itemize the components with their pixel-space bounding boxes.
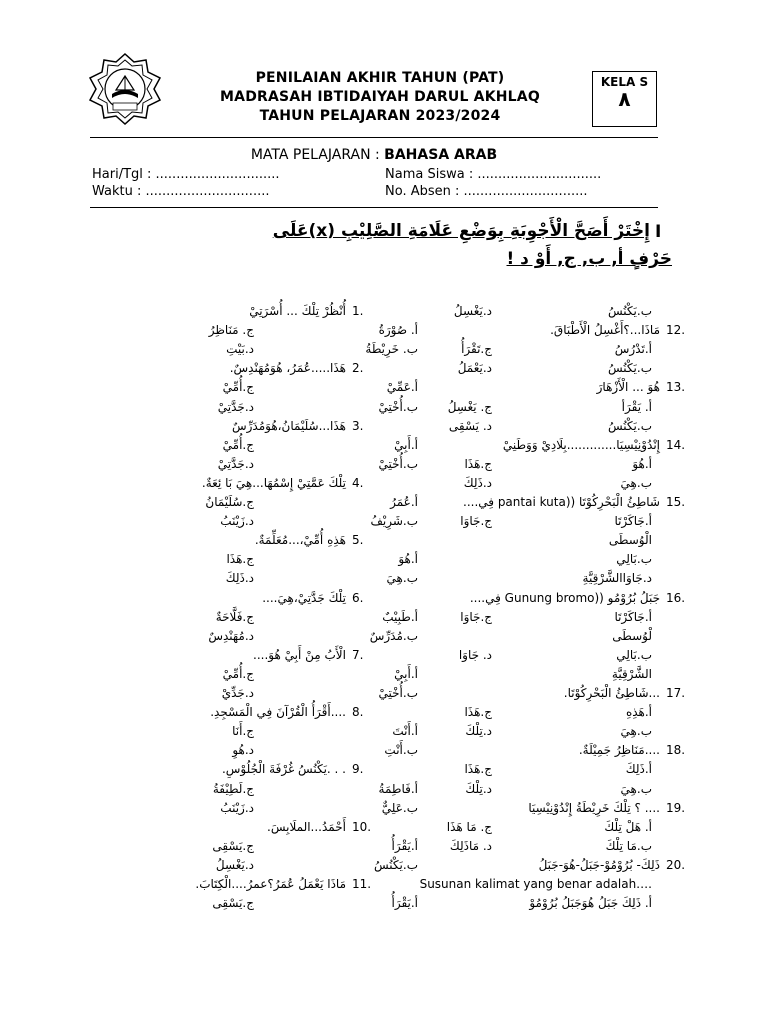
question-number: 18. xyxy=(666,743,686,757)
answer-option: د.يَغْسِلُ xyxy=(453,304,492,318)
answer-option: أ.طَبِيْبٌ xyxy=(382,610,418,624)
answer-option: أ.أَبِيْ xyxy=(394,438,418,452)
answer-option: ج.يَسْقِى xyxy=(212,839,254,853)
subject-value: BAHASA ARAB xyxy=(384,147,498,163)
question-number: 1. xyxy=(352,304,364,318)
answer-option: أ.عُمَرُ xyxy=(390,495,418,509)
question-text: ذَلِكَ- بُرُوْمُوْ-جَبَلُ-هُوَ-جَبَلُ xyxy=(538,858,660,872)
question-text: مَاذَا...؟أَغْسِلُ الْأَطْبَاقَ. xyxy=(550,323,660,337)
answer-option: د. مَاذَلِكَ xyxy=(449,839,492,853)
question-number: 20. xyxy=(666,858,686,872)
question-text: ....مَنَاظِرُ جَمِيْلَةٌ. xyxy=(578,743,660,757)
answer-option: لْوُسطَى xyxy=(612,629,652,643)
answer-option: ب.هِيَ xyxy=(620,476,652,490)
answer-option: د.زَيْنَبُ xyxy=(220,801,254,815)
question-text: هُوَ ... الْأَزْهَارَ xyxy=(596,380,660,394)
answer-option: أ.ذَلِكَ xyxy=(625,762,652,776)
answer-option: ب.بَالِي xyxy=(616,552,652,566)
answer-option: د.تِلْكَ xyxy=(465,782,492,796)
answer-option: ب.هِيَ xyxy=(620,782,652,796)
answer-option: أ.جَاكَرْتَا xyxy=(614,514,652,528)
answer-option: أ.عَمِّيْ xyxy=(386,380,418,394)
answer-option: د.جَدَّتِيْ xyxy=(217,457,254,471)
kelas-label: KELA S xyxy=(600,75,649,89)
question-text: هَذِهِ أُمِّيْ،...مُعَلِّمَةٌ. xyxy=(254,533,346,547)
question-number: 10. xyxy=(352,820,372,834)
answer-option: أ.هَذِهِ xyxy=(625,705,652,719)
kelas-box xyxy=(592,71,657,127)
question-text: .... ؟ تِلْكَ خَرِيْطَةُ إِنْدُوْنِيْسِيَا xyxy=(528,801,660,815)
answer-option: ج.تَقْرَأُ xyxy=(461,342,492,356)
header-line-2: MADRASAH IBTIDAIYAH DARUL AKHLAQ xyxy=(220,89,540,105)
answer-option: ب.مَا تِلْكَ xyxy=(605,839,652,853)
answer-option: ج.سُلَيْمَانُ xyxy=(205,495,254,509)
answer-option: د.مُهَنْدِسٌ xyxy=(208,629,254,643)
answer-option: ج.هَذَا xyxy=(226,552,254,566)
answer-option: أ.هُوَ xyxy=(398,552,418,566)
answer-option: ج.أَنَا xyxy=(232,724,254,738)
answer-option: ب.أُخْتِيْ xyxy=(378,686,418,700)
answer-option: ج.هَذَا xyxy=(464,705,492,719)
question-text: . . .يَكْنُسُ غُرْفَةَ الْجُلُوْسِ. xyxy=(221,762,346,776)
answer-option: Susunan kalimat yang benar adalah…. xyxy=(419,877,652,891)
answer-option: ب.أُخْتِيْ xyxy=(378,457,418,471)
answer-option: د.ذَلِكَ xyxy=(463,476,492,490)
answer-option: الْوُسطَى xyxy=(608,533,652,547)
field-hari: Hari/Tgl : .............................. xyxy=(92,167,280,182)
answer-option: د.زَيْنَبُ xyxy=(220,514,254,528)
question-text: تِلْكَ جَدَّتِيْ،هِيَ.... xyxy=(262,591,346,605)
header-line-1: PENILAIAN AKHIR TAHUN (PAT) xyxy=(255,70,505,86)
answer-option: أ.أَنْتَ xyxy=(392,724,418,738)
answer-option: ج.هَذَا xyxy=(464,457,492,471)
answer-option: ب.بَالِي xyxy=(616,648,652,662)
answer-option: د.جَدَّتِيْ xyxy=(217,400,254,414)
question-number: 19. xyxy=(666,801,686,815)
answer-option: أ.تَدْرُسُ xyxy=(614,342,652,356)
answer-option: د. يَسْقِى xyxy=(448,419,492,433)
answer-option: ب. خَرِيْطَةُ xyxy=(365,342,418,356)
answer-option: د.هُوِ xyxy=(232,743,254,757)
answer-option: ج.فَلَّاحَةٌ xyxy=(215,610,254,624)
question-text: إِنْدُوْنِيْسِيَا.............بِلَادِيْ وَوَطَنِيْ xyxy=(502,438,660,452)
answer-option: أ.هُوَ xyxy=(632,457,652,471)
answer-option: ج.أُمِّيْ xyxy=(222,667,254,681)
answer-option: ج.يَسْقِى xyxy=(212,896,254,910)
question-text: ...شَاطِئُ الْبَحْرِكُوْتَا. xyxy=(563,686,660,700)
school-logo xyxy=(86,52,164,130)
answer-option: ج. يَغْسِلُ xyxy=(447,400,492,414)
question-number: 3. xyxy=(352,419,364,433)
answer-option: ب.يَكْنُسُ xyxy=(608,361,652,375)
question-number: 12. xyxy=(666,323,686,337)
question-text: هَذَا.....عُمَرُ، هُوَمُهَنْدِسٌ. xyxy=(229,361,346,375)
question-number: 8. xyxy=(352,705,364,719)
answer-option: د.بَيْتِ xyxy=(226,342,254,356)
answer-option: أ. ذَلِكَ جَبَلُ هُوَجَبَلُ بُرُوْمُوْ xyxy=(529,896,652,910)
instruction-line-1: إِخْتَرْ أَصَحَّ الْأَجْوِبَةِ بِوَضْعِ عَلَامَةِ الصَّلِيْبِ (x)عَلَى xyxy=(272,221,650,241)
answer-option: ج.جَاوَا xyxy=(460,514,492,528)
question-text: جَبَلُ بُرُوْمُو ((Gunung bromo فِي.... xyxy=(469,591,660,605)
answer-option: ب.مُدَرِّسٌ xyxy=(369,629,418,643)
answer-option: د.تِلْكَ xyxy=(465,724,492,738)
question-text: شَاطِئُ الْبَحْرِكُوْتَا ((pantai kuta فِي.... xyxy=(463,495,660,509)
answer-option: ج. مَا هَذَا xyxy=(446,820,492,834)
answer-option: أ. يَقْرَأ xyxy=(621,400,652,414)
question-text: الْأَبُ مِنْ أَبِيْ هُوَ.... xyxy=(253,648,346,662)
question-number: 5. xyxy=(352,533,364,547)
question-number: 17. xyxy=(666,686,686,700)
question-number: 11. xyxy=(352,877,372,891)
question-number: 16. xyxy=(666,591,686,605)
answer-option: ج. مَنَاظِرُ xyxy=(208,323,254,337)
answer-option: أ.يَقْرَأُ xyxy=(391,839,418,853)
kelas-value: ٨ xyxy=(618,87,631,111)
question-number: 15. xyxy=(666,495,686,509)
question-number: 14. xyxy=(666,438,686,452)
answer-option: د.يَغْسِلُ xyxy=(215,858,254,872)
answer-option: ج.هَذَا xyxy=(464,762,492,776)
answer-option: ب.عَلِيٌّ xyxy=(381,801,418,815)
subject-line xyxy=(90,147,658,163)
question-number: 2. xyxy=(352,361,364,375)
answer-option: ج.أُمِّيْ xyxy=(222,438,254,452)
question-text: تِلْكَ عَمَّتِيْ إِسْمُهَا...هِيَ بَا ئِعَةٌ. xyxy=(201,476,346,490)
question-number: 4. xyxy=(352,476,364,490)
section-number: I xyxy=(655,222,662,242)
question-text: أَحْمَدُ...الملَابِسَ. xyxy=(267,820,346,834)
answer-option: ب.هِيَ xyxy=(386,571,418,585)
question-number: 6. xyxy=(352,591,364,605)
answer-option: ب.أَنْتِ xyxy=(384,743,418,757)
answer-option: د.جَدِّيْ xyxy=(221,686,254,700)
answer-option: أ.أَبِيْ xyxy=(394,667,418,681)
subject-label: MATA PELAJARAN : xyxy=(250,147,380,163)
answer-option: أ. هَلْ تِلْكَ xyxy=(604,820,652,834)
answer-option: الشَّرْقِيَّةِ xyxy=(611,667,652,681)
answer-option: ج.لَطِيْفَةُ xyxy=(212,782,254,796)
question-number: 13. xyxy=(666,380,686,394)
answer-option: د.يَعْمَلُ xyxy=(457,361,492,375)
answer-option: ب.يَكْنُسُ xyxy=(608,419,652,433)
answer-option: د.ذَلِكَ xyxy=(225,571,254,585)
question-text: أُنْظُرْ تِلْكَ ... أُسْرَتِيْ xyxy=(249,304,346,318)
answer-option: ب.شَرِيْفُ xyxy=(370,514,418,528)
question-text: مَاذَا يَعْمَلُ عُمَرُ؟عمرُ....الْكِتَابَ. xyxy=(195,877,346,891)
question-number: 9. xyxy=(352,762,364,776)
answer-option: ب.هِيَ xyxy=(620,724,652,738)
answer-option: أ.جَاكَرْتَا xyxy=(614,610,652,624)
answer-option: د.جَاوَاالشَّرْقِيَّةِ xyxy=(582,571,652,585)
answer-option: ب.يَكْنُسُ xyxy=(608,304,652,318)
question-number: 7. xyxy=(352,648,364,662)
header-line-3: TAHUN PELAJARAN 2023/2024 xyxy=(259,108,501,124)
question-text: ....أَقْرَأُ الْقُرْآنَ فِي الْمَسْجِدِ. xyxy=(210,705,346,719)
instruction-line-2: حَرْفٍ أ, ب, ج, أَوْ د ! xyxy=(506,249,672,269)
header-rule-bottom xyxy=(90,207,658,208)
answer-option: ب.يَكْنُسُ xyxy=(374,858,418,872)
field-waktu: Waktu : .............................. xyxy=(92,184,270,199)
answer-option: أ.فَاطِمَةُ xyxy=(378,782,418,796)
answer-option: د. جَاوَا xyxy=(458,648,492,662)
answer-option: أ.يَقْرَأُ xyxy=(391,896,418,910)
field-nama: Nama Siswa : .............................. xyxy=(385,167,602,182)
field-absen: No. Absen : .............................. xyxy=(385,184,588,199)
answer-option: ب.أُخْتِيْ xyxy=(378,400,418,414)
answer-option: ج.جَاوَا xyxy=(460,610,492,624)
header-rule-top xyxy=(90,137,658,138)
answer-option: أ. صُوْرَةُ xyxy=(378,323,418,337)
question-text: هَذَا...سُلَيْمَانُ،هُوَمُدَرِّسٌ xyxy=(231,419,346,433)
answer-option: ج.أُمِّيْ xyxy=(222,380,254,394)
